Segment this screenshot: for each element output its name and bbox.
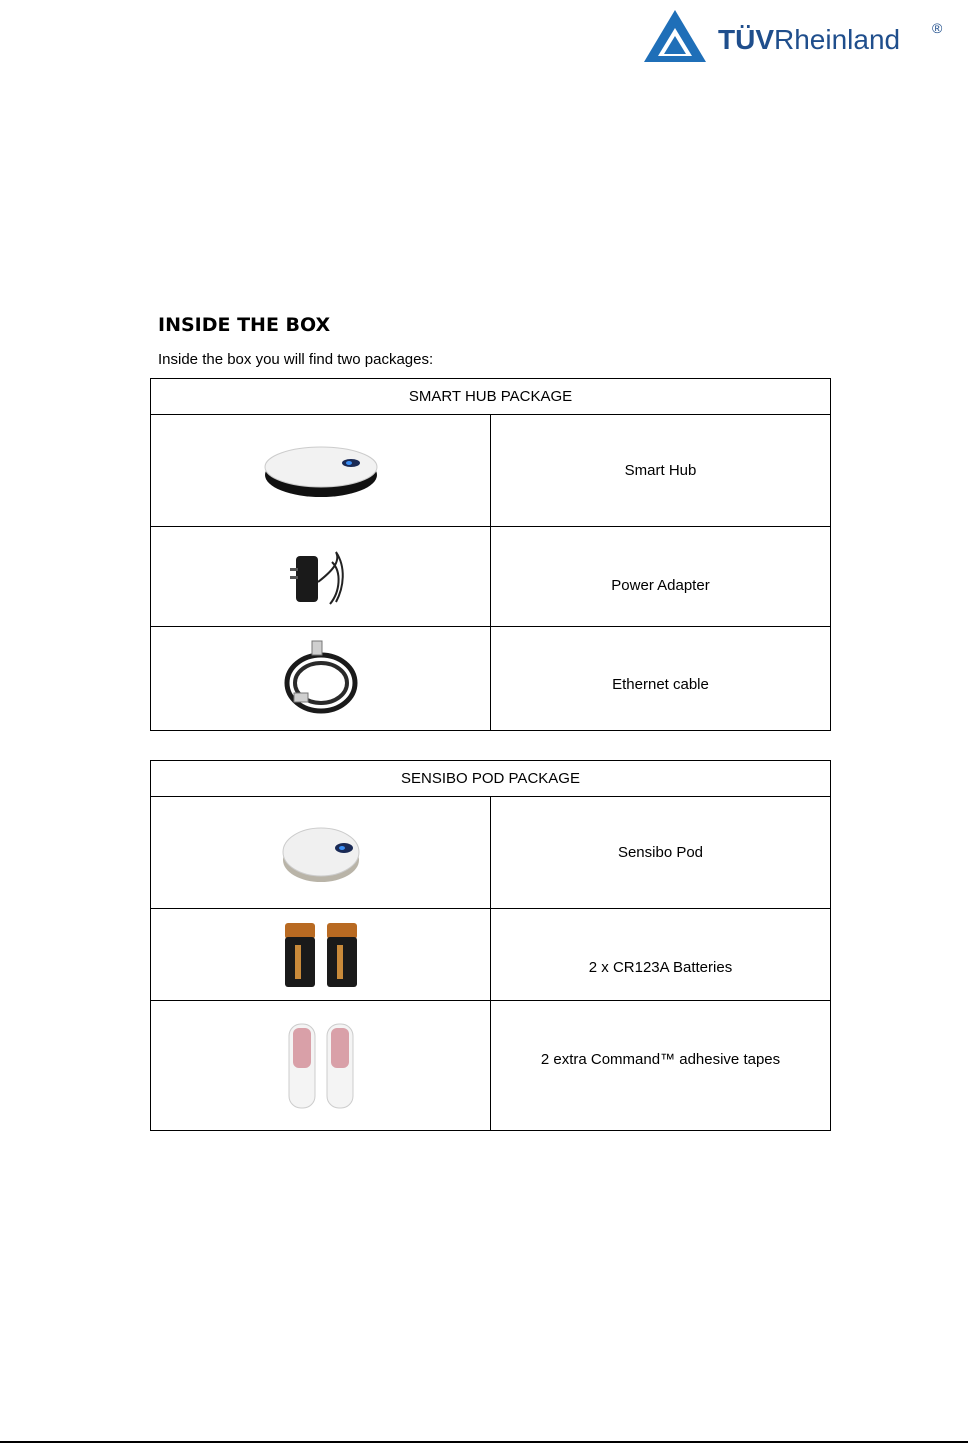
smart-hub-icon bbox=[256, 441, 386, 501]
package-title: SMART HUB PACKAGE bbox=[151, 379, 831, 415]
item-image-cell bbox=[151, 627, 491, 731]
triangle-logo-icon bbox=[640, 6, 710, 66]
registered-mark: ® bbox=[932, 20, 943, 36]
adhesive-tapes-icon bbox=[279, 1018, 363, 1114]
sensibo-pod-package-table bbox=[150, 760, 831, 1131]
sensibo-pod-icon bbox=[276, 818, 366, 888]
logo-wordmark bbox=[718, 24, 900, 56]
ethernet-cable-icon bbox=[276, 637, 366, 721]
logo-rest-text: Rheinland bbox=[774, 24, 901, 55]
intro-text: Inside the box you will find two packages: bbox=[158, 351, 434, 368]
item-label: Ethernet cable bbox=[491, 627, 831, 731]
smart-hub-package-table bbox=[150, 378, 831, 731]
page-bottom-rule bbox=[0, 1441, 968, 1443]
item-image-cell bbox=[151, 1001, 491, 1131]
item-label: Sensibo Pod bbox=[491, 797, 831, 909]
tuv-rheinland-logo bbox=[640, 6, 950, 66]
item-label: 2 x CR123A Batteries bbox=[491, 909, 831, 1001]
item-image-cell bbox=[151, 527, 491, 627]
item-image-cell bbox=[151, 909, 491, 1001]
item-label: Power Adapter bbox=[491, 527, 831, 627]
package-title: SENSIBO POD PACKAGE bbox=[151, 761, 831, 797]
item-label: 2 extra Command™ adhesive tapes bbox=[491, 1001, 831, 1131]
section-heading: INSIDE THE BOX bbox=[158, 314, 331, 336]
power-adapter-icon bbox=[286, 542, 356, 612]
logo-bold-text: TÜV bbox=[718, 24, 774, 55]
batteries-icon bbox=[279, 919, 363, 991]
item-label: Smart Hub bbox=[491, 415, 831, 527]
item-image-cell bbox=[151, 797, 491, 909]
item-image-cell bbox=[151, 415, 491, 527]
